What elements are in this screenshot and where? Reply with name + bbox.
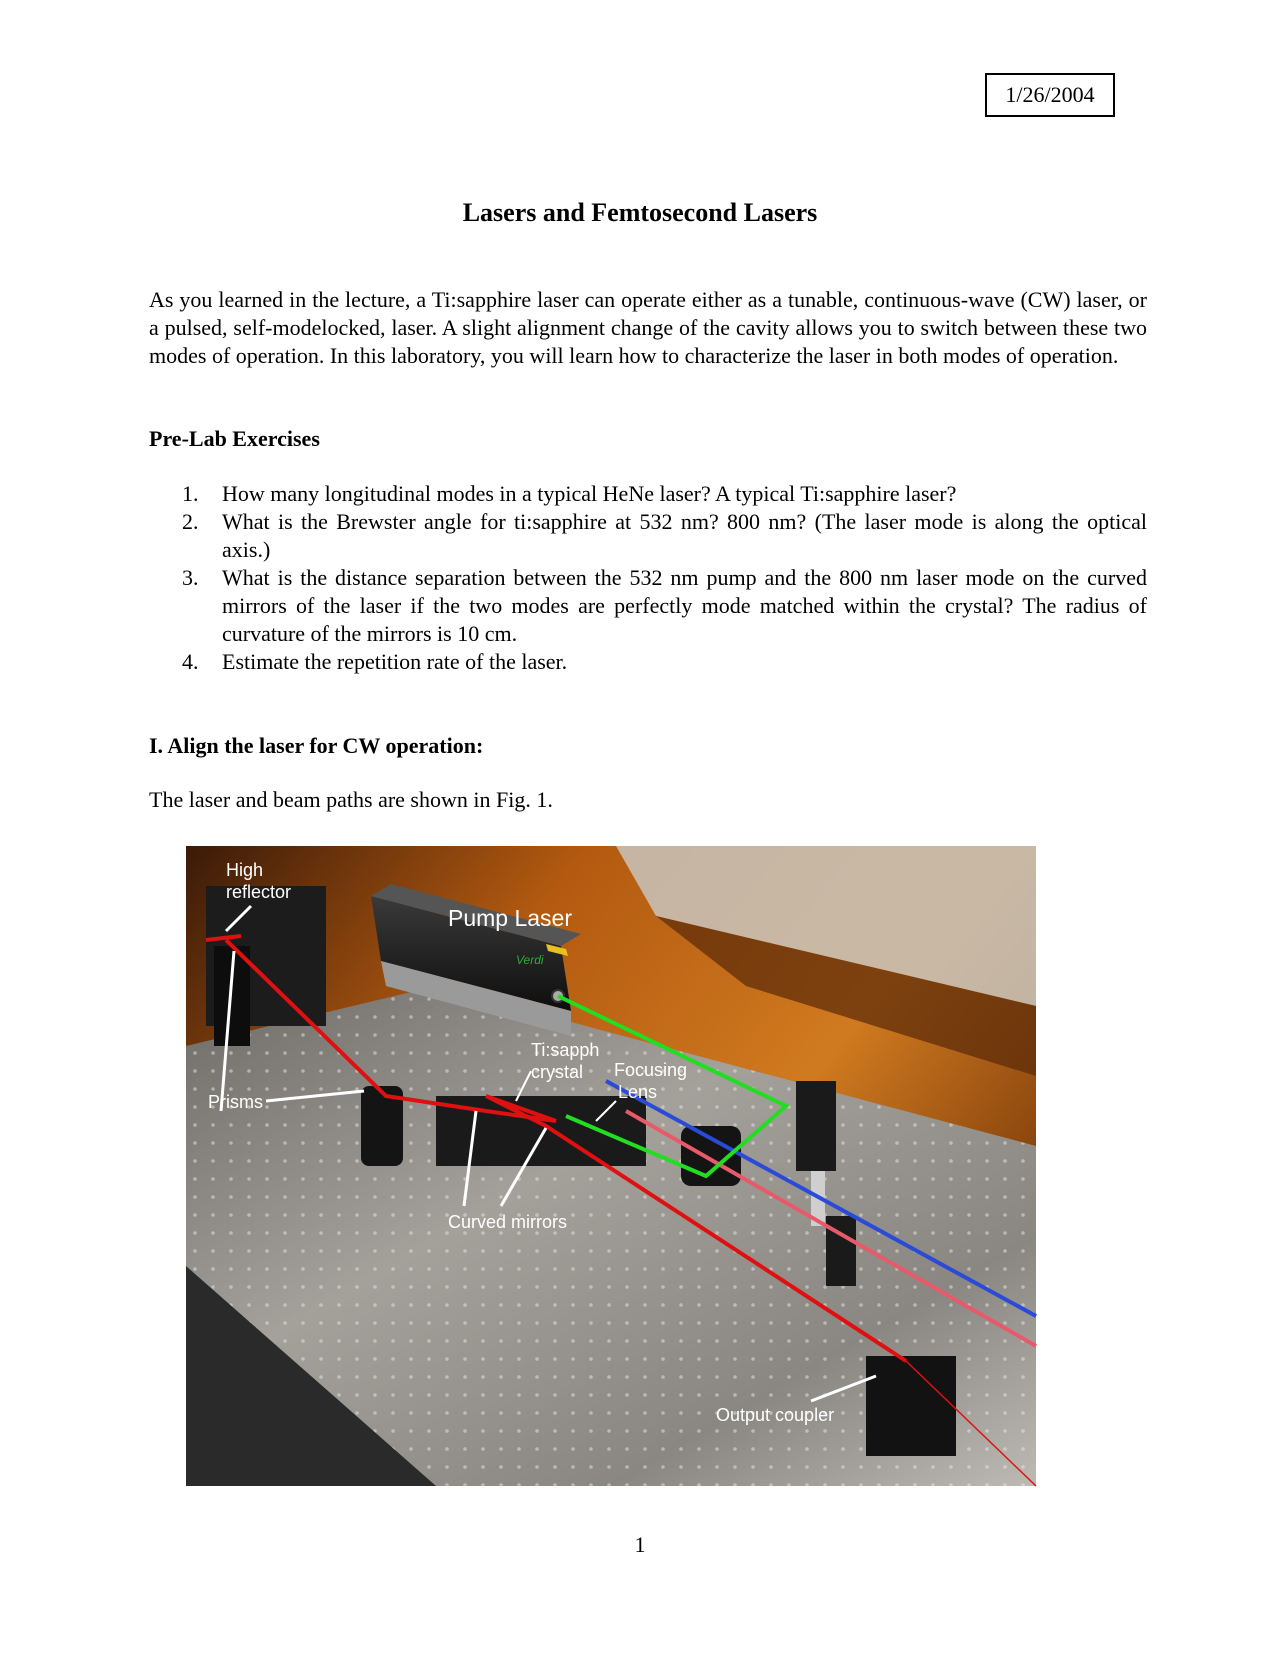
label-output-coupler: Output coupler	[716, 1405, 835, 1425]
document-title: Lasers and Femtosecond Lasers	[462, 198, 818, 227]
exercise-item	[182, 480, 1147, 508]
label-ti-sapph-line2: crystal	[531, 1062, 584, 1082]
section-heading-cw-alignment: I. Align the laser for CW operation:	[149, 733, 484, 758]
exercise-text: Estimate the repetition rate of the laser.	[222, 649, 568, 674]
exercise-number: 2.	[182, 509, 199, 534]
prelab-exercise-list	[182, 480, 1147, 676]
exercise-item	[182, 508, 1147, 564]
pump-laser-brand: Verdi	[516, 953, 544, 967]
exercise-text: What is the Brewster angle for ti:sapphire at 532 nm? 800 nm? (The laser mode is along the optical axis.)	[222, 509, 1147, 562]
label-focusing-line1: Focusing	[614, 1060, 688, 1080]
exercise-number: 1.	[182, 481, 199, 506]
exercise-text: How many longitudinal modes in a typical HeNe laser? A typical Ti:sapphire laser?	[222, 481, 957, 506]
label-high-reflector-line1: High	[226, 860, 264, 880]
label-focusing-line2: Lens	[618, 1082, 658, 1102]
figure-intro-text: The laser and beam paths are shown in Fig. 1.	[149, 787, 553, 812]
label-prisms: Prisms	[208, 1092, 263, 1112]
exercise-text: What is the distance separation between the 532 nm pump and the 800 nm laser mode on the curved mirrors of the laser if the two modes are perfectly mode matched within the crystal? The radius of curvature of the mirrors is 10 cm.	[222, 565, 1147, 646]
lens-mount	[681, 1126, 741, 1186]
exercise-number: 4.	[182, 649, 199, 674]
prelab-heading: Pre-Lab Exercises	[149, 426, 320, 451]
exercise-item	[182, 564, 1147, 648]
output-coupler-mount	[866, 1356, 956, 1456]
intro-paragraph: As you learned in the lecture, a Ti:sapphire laser can operate either as a tunable, continuous-wave (CW) laser, or a pulsed, self-modelocked, laser. A slight alignment change of the cavity allows you to switch between these two modes of operation. In this laboratory, you will learn how to characterize the laser in both modes of operation.	[149, 287, 1147, 368]
label-curved-mirrors: Curved mirrors	[448, 1212, 568, 1232]
label-pump-laser: Pump Laser	[448, 905, 573, 931]
page-number: 1	[634, 1532, 646, 1557]
date-box: 1/26/2004	[985, 73, 1115, 117]
exercise-item	[182, 648, 1147, 676]
label-ti-sapph-line1: Ti:sapph	[531, 1040, 600, 1060]
exercise-number: 3.	[182, 565, 199, 590]
pump-steering-mirror	[796, 1081, 836, 1171]
laser-setup-photo	[186, 846, 1036, 1486]
label-high-reflector-line2: reflector	[226, 882, 292, 902]
